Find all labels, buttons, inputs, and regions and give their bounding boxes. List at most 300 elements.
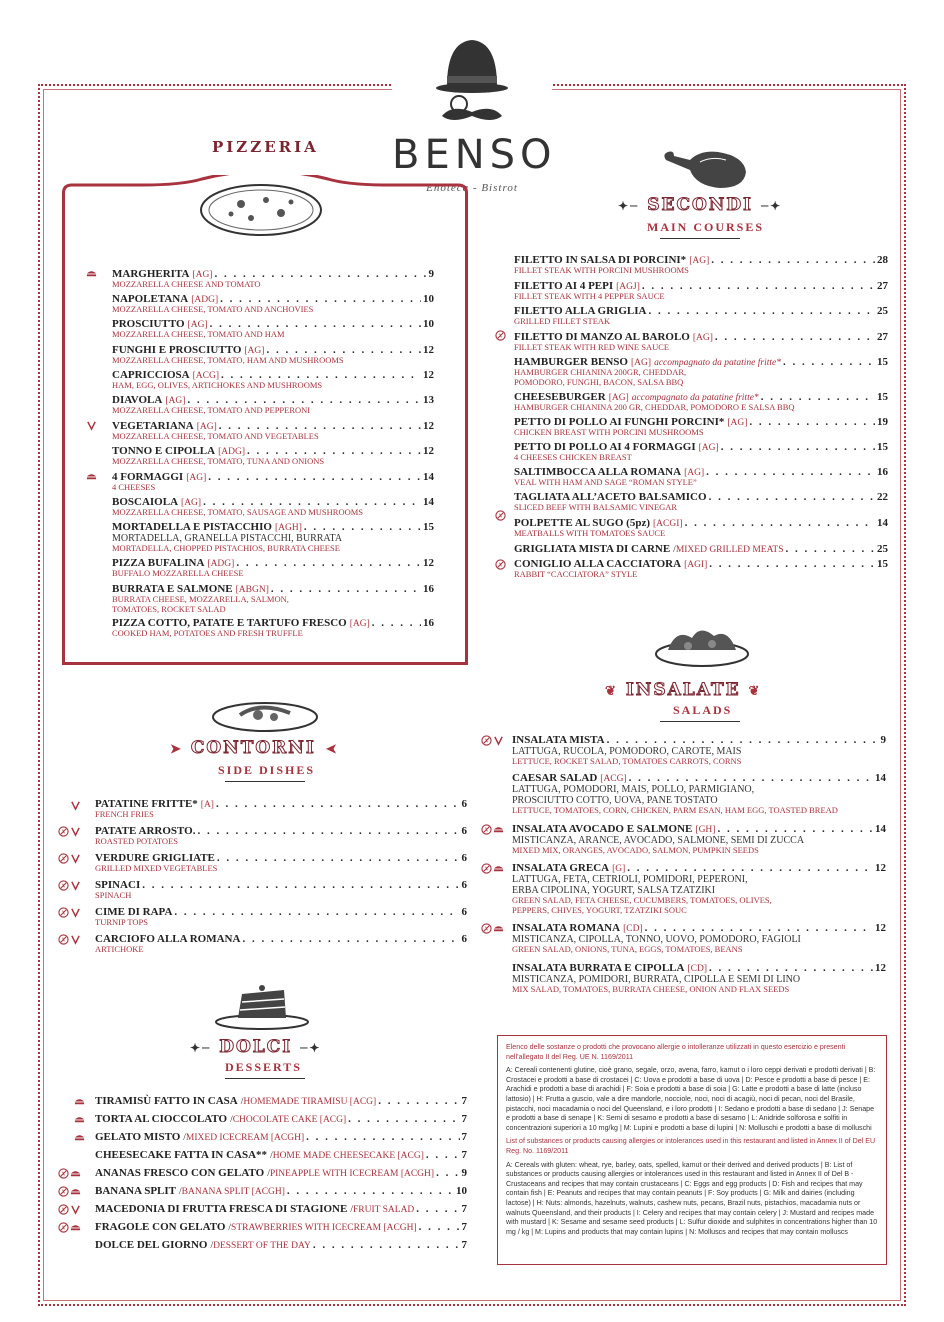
leader-dots bbox=[236, 557, 421, 569]
menu-item-name: INSALATA MISTA bbox=[512, 734, 605, 746]
gluten-free-icon bbox=[58, 853, 69, 864]
menu-item bbox=[514, 280, 888, 302]
menu-item-name: CAESAR SALAD bbox=[512, 772, 598, 784]
leader-dots bbox=[785, 543, 875, 555]
menu-item-price: 15 bbox=[877, 441, 888, 453]
menu-item-name-row bbox=[512, 772, 886, 784]
menu-item-english: CHICKEN BREAST WITH PORCINI MUSHROOMS bbox=[514, 427, 704, 437]
gluten-free-icon bbox=[58, 880, 69, 891]
menu-item-name-row bbox=[95, 879, 467, 891]
menu-item-price: 10 bbox=[423, 318, 434, 330]
allergen-codes: [ADG] bbox=[207, 559, 235, 569]
leader-dots bbox=[217, 852, 460, 864]
menu-item-name: INSALATA BURRATA E CIPOLLA bbox=[512, 962, 685, 974]
menu-item-price: 6 bbox=[461, 852, 467, 864]
allergen-codes: [A] bbox=[200, 800, 214, 810]
menu-item-price: 15 bbox=[877, 356, 888, 368]
gluten-free-icon bbox=[58, 1168, 69, 1179]
allergen-codes: [AGH] bbox=[274, 523, 302, 533]
menu-item bbox=[112, 420, 434, 442]
menu-item-name: MORTADELLA E PISTACCHIO bbox=[112, 521, 272, 533]
menu-item-name: INSALATA ROMANA bbox=[512, 922, 621, 934]
allergen-en-intro: List of substances or products causing allergies or intolerances used in this restaurant and listed in Annex II of Del EU Reg. No. 1169/2011 bbox=[506, 1137, 876, 1155]
menu-item-english: SPINACH bbox=[95, 890, 132, 900]
menu-item bbox=[512, 862, 886, 915]
menu-item bbox=[514, 356, 888, 387]
dolci-underline bbox=[225, 1078, 305, 1079]
menu-item-name-row bbox=[514, 543, 888, 555]
menu-item-price: 12 bbox=[423, 369, 434, 381]
menu-item-name-row bbox=[95, 1221, 467, 1233]
menu-item-name: TIRAMISÙ FATTO IN CASA bbox=[95, 1095, 238, 1107]
menu-item bbox=[112, 369, 434, 391]
vegetarian-icon bbox=[70, 907, 81, 918]
menu-item bbox=[512, 823, 886, 856]
menu-item-english: LETTUCE, ROCKET SALAD, TOMATOES CARROTS, CORNS bbox=[512, 756, 742, 766]
menu-item-english: HAMBURGER CHIANINA 200GR, CHEDDAR, bbox=[514, 367, 687, 377]
menu-item-name: CAPRICCIOSA bbox=[112, 369, 190, 381]
menu-item-english: TURNIP TOPS bbox=[95, 917, 148, 927]
menu-item-english: MIXED MIX, ORANGES, AVOCADO, SALMON, PUMPKIN SEEDS bbox=[512, 845, 759, 855]
menu-item-name: CONIGLIO ALLA CACCIATORA bbox=[514, 558, 682, 570]
leader-dots bbox=[749, 416, 875, 428]
leader-dots bbox=[783, 356, 875, 368]
menu-item-name: FRAGOLE CON GELATO bbox=[95, 1221, 226, 1233]
insalate-title: ❦ INSALATE ❦ bbox=[605, 680, 762, 700]
menu-item-price: 7 bbox=[461, 1095, 467, 1107]
menu-item-name-row bbox=[95, 1239, 467, 1251]
dolci-title: ✦─ DOLCI ─✦ bbox=[190, 1037, 322, 1057]
menu-item-name: HAMBURGER BENSO bbox=[514, 356, 628, 368]
vegetarian-icon bbox=[86, 420, 97, 431]
menu-item-price: 25 bbox=[877, 543, 888, 555]
menu-item-name-row bbox=[512, 962, 886, 974]
menu-item bbox=[514, 331, 888, 353]
menu-item-name: PATATINE FRITTE* bbox=[95, 798, 198, 810]
menu-item-name: BOSCAIOLA bbox=[112, 496, 179, 508]
menu-item bbox=[514, 254, 888, 276]
menu-item-price: 6 bbox=[461, 798, 467, 810]
gluten-free-icon bbox=[481, 824, 492, 835]
menu-item-name: 4 FORMAGGI bbox=[112, 471, 184, 483]
menu-item-name-row bbox=[95, 933, 467, 945]
menu-item-name-row bbox=[512, 922, 886, 934]
menu-item-english: VEAL WITH HAM AND SAGE “ROMAN STYLE” bbox=[514, 477, 697, 487]
menu-item-price: 15 bbox=[877, 558, 888, 570]
leader-dots bbox=[642, 280, 875, 292]
brand-subtitle: Enoteca - Bistrot bbox=[426, 182, 518, 194]
menu-item-italian: LATTUGA, RUCOLA, POMODORO, CAROTE, MAIS bbox=[512, 746, 742, 757]
menu-item bbox=[112, 521, 434, 554]
menu-item-price: 27 bbox=[877, 331, 888, 343]
menu-item-name: BANANA SPLIT bbox=[95, 1185, 176, 1197]
allergen-codes: [AG] bbox=[684, 468, 705, 478]
menu-item-price: 6 bbox=[461, 933, 467, 945]
lactose-icon bbox=[86, 471, 97, 482]
menu-item-slash-wrap: / bbox=[210, 1241, 214, 1251]
menu-item-price: 7 bbox=[461, 1131, 467, 1143]
menu-item-name: TONNO E CIPOLLA bbox=[112, 445, 216, 457]
menu-item-english: ROASTED POTATOES bbox=[95, 836, 178, 846]
menu-item-price: 12 bbox=[423, 344, 434, 356]
lactose-icon bbox=[74, 1132, 85, 1143]
allergen-codes: [AG] bbox=[192, 270, 213, 280]
gluten-free-icon bbox=[58, 907, 69, 918]
menu-item-price: 7 bbox=[461, 1113, 467, 1125]
gluten-free-icon bbox=[495, 330, 506, 341]
allergen-codes: [AG] bbox=[186, 473, 207, 483]
menu-item bbox=[514, 491, 888, 513]
menu-item-price: 7 bbox=[461, 1149, 467, 1161]
leader-dots bbox=[717, 823, 873, 835]
meat-illustration bbox=[660, 148, 750, 190]
allergen-codes: [AG] bbox=[181, 498, 202, 508]
menu-item-name: CHEESEBURGER bbox=[514, 391, 606, 403]
menu-item-slash-wrap: / bbox=[183, 1133, 186, 1143]
menu-item-english: BURRATA CHEESE, MOZZARELLA, SALMON, bbox=[112, 594, 289, 604]
allergen-codes: [AG] bbox=[689, 256, 710, 266]
menu-item-name-row bbox=[95, 1131, 467, 1143]
menu-item bbox=[95, 1185, 467, 1197]
menu-item-name-row bbox=[112, 521, 434, 533]
brand-name: BENSO bbox=[392, 132, 557, 178]
vegetarian-icon bbox=[70, 934, 81, 945]
menu-item-english-inline: MIXED GRILLED MEATS bbox=[675, 545, 784, 555]
dolci-subtitle: DESSERTS bbox=[225, 1060, 302, 1074]
menu-item-english-inline: MIXED ICECREAM [ACGH] bbox=[185, 1133, 305, 1143]
menu-item-italian: MISTICANZA, CIPOLLA, TONNO, UOVO, POMODORO, FAGIOLI bbox=[512, 934, 801, 945]
allergen-codes: [AG] bbox=[349, 619, 370, 629]
allergen-codes: [AG] bbox=[187, 320, 208, 330]
menu-item bbox=[95, 798, 467, 820]
lactose-icon bbox=[70, 1186, 81, 1197]
menu-item-english: LETTUCE, TOMATOES, CORN, CHICKEN, PARM ESAN, HAM EGG, TOASTED BREAD bbox=[512, 805, 838, 815]
menu-item-name-row bbox=[512, 823, 886, 835]
menu-item bbox=[512, 772, 886, 816]
menu-item-english: MOZZARELLA CHEESE, TOMATO AND VEGETABLES bbox=[112, 431, 319, 441]
menu-item bbox=[112, 268, 434, 290]
menu-item-price: 9 bbox=[428, 268, 434, 280]
gluten-free-icon bbox=[481, 735, 492, 746]
menu-item bbox=[514, 558, 888, 580]
menu-item-english-inline: HOMEMADE TIRAMISU [ACG] bbox=[243, 1097, 377, 1107]
secondi-subtitle: MAIN COURSES bbox=[647, 220, 765, 234]
menu-item-name-row bbox=[95, 1095, 467, 1107]
menu-item bbox=[95, 879, 467, 901]
menu-item-english: HAM, EGG, OLIVES, ARTICHOKES AND MUSHROOMS bbox=[112, 380, 323, 390]
menu-item-price: 6 bbox=[461, 879, 467, 891]
menu-item-english: BUFFALO MOZZARELLA CHEESE bbox=[112, 568, 244, 578]
menu-item-english: COOKED HAM, POTATOES AND FRESH TRUFFLE bbox=[112, 628, 303, 638]
menu-item bbox=[95, 852, 467, 874]
leader-dots bbox=[709, 558, 875, 570]
leader-dots bbox=[715, 331, 875, 343]
lactose-icon bbox=[70, 1222, 81, 1233]
menu-item-english: 4 CHEESES CHICKEN BREAST bbox=[514, 452, 632, 462]
menu-item-price: 28 bbox=[877, 254, 888, 266]
menu-item-price: 14 bbox=[877, 517, 888, 529]
menu-item bbox=[514, 517, 888, 539]
menu-item-price: 13 bbox=[423, 394, 434, 406]
menu-item-english: 4 CHEESES bbox=[112, 482, 156, 492]
allergen-codes: [ACGI] bbox=[653, 519, 683, 529]
menu-item-price: 12 bbox=[423, 557, 434, 569]
pizza-illustration bbox=[196, 180, 326, 240]
menu-item-slash-wrap: / bbox=[673, 545, 676, 555]
menu-item-price: 22 bbox=[877, 491, 888, 503]
leader-dots bbox=[436, 1167, 459, 1179]
gluten-free-icon bbox=[495, 510, 506, 521]
leader-dots bbox=[685, 517, 875, 529]
allergen-codes: [GH] bbox=[695, 825, 716, 835]
menu-item-price: 9 bbox=[880, 734, 886, 746]
allergen-codes: [AGI] bbox=[684, 560, 708, 570]
menu-item-slash-wrap: / bbox=[228, 1223, 232, 1233]
menu-item-italian: MISTICANZA, POMIDORI, BURRATA, CIPOLLA E SEMI DI LINO bbox=[512, 974, 801, 985]
menu-item-english: RABBIT “CACCIATORA” STYLE bbox=[514, 569, 638, 579]
menu-item-price: 12 bbox=[875, 962, 886, 974]
vegetarian-icon bbox=[70, 1204, 81, 1215]
lactose-icon bbox=[493, 923, 504, 934]
menu-item-english: FILLET STEAK WITH RED WINE SAUCE bbox=[514, 342, 670, 352]
menu-item-name: DIAVOLA bbox=[112, 394, 163, 406]
menu-item bbox=[112, 471, 434, 493]
allergen-codes: [ABGN] bbox=[235, 585, 269, 595]
menu-item-name: PIZZA BUFALINA bbox=[112, 557, 205, 569]
leader-dots bbox=[242, 933, 459, 945]
menu-item-name: FILETTO ALLA GRIGLIA bbox=[514, 305, 647, 317]
leader-dots bbox=[208, 471, 421, 483]
gluten-free-icon bbox=[58, 1222, 69, 1233]
menu-item bbox=[112, 394, 434, 416]
menu-item-name: CIME DI RAPA bbox=[95, 906, 173, 918]
secondi-underline bbox=[660, 238, 740, 239]
menu-item-english: MOZZARELLA CHEESE, TOMATO AND ANCHOVIES bbox=[112, 304, 314, 314]
allergen-it-body: A: Cereali contenenti glutine, cioè grano, segale, orzo, avena, farro, kamut o i loro ceppi derivati e prodotti derivati | B: Crostacei e prodotti a base di crostacei | C: Uova e prodotti a base di uova | D: Pesce e prodotti a base di pesce | E: Arachidi e prodotti a base di arachidi | F: Soia e prodotti a base di soia | G: Latte e prodotti a base di latte (incluso lattosio) | H: Frutta a guscio, vale a dire mandorle, nocciole, noci, noci di acagiù, noci di pecan, noci del Brasile, pistacchi, noci macadamia o noci del Queensland, e i loro prodotti | I: Sedano e prodotti a base di sedano | J: Senape e prodotti a base di senape | K: Semi di sesamo e prodotti a base di sesamo | L: Anidride solforosa e solfiti in concentrazioni superiori a 10 mg/kg | M: Lupini e prodotti a base di lupini | N: Molluschi e prodotti a base di molluschi bbox=[506, 1066, 876, 1132]
menu-item-name: INSALATA AVOCADO E SALMONE bbox=[512, 823, 693, 835]
leader-dots bbox=[629, 772, 873, 784]
menu-item-price: 14 bbox=[875, 772, 886, 784]
menu-item-name: VEGETARIANA bbox=[112, 420, 194, 432]
menu-item bbox=[112, 617, 434, 639]
menu-item bbox=[112, 445, 434, 467]
leader-dots bbox=[607, 734, 879, 746]
menu-item-name-row bbox=[95, 1167, 467, 1179]
vegetarian-icon bbox=[493, 735, 504, 746]
contorni-title: ➤ CONTORNI ➤ bbox=[170, 738, 337, 758]
vegetarian-icon bbox=[70, 880, 81, 891]
menu-item-slash-wrap: / bbox=[270, 1151, 273, 1161]
menu-item-english: ARTICHOKE bbox=[95, 944, 144, 954]
vegetarian-icon bbox=[70, 800, 81, 811]
menu-item-name: GELATO MISTO bbox=[95, 1131, 181, 1143]
menu-item bbox=[95, 933, 467, 955]
leader-dots bbox=[627, 862, 873, 874]
lactose-icon bbox=[74, 1114, 85, 1125]
lactose-icon bbox=[493, 824, 504, 835]
menu-item-italian-2: ERBA CIPOLINA, YOGURT, SALSA TZATZIKI bbox=[512, 885, 716, 896]
menu-item-english: GREEN SALAD, ONIONS, TUNA, EGGS, TOMATOES, BEANS bbox=[512, 944, 743, 954]
menu-item-price: 10 bbox=[456, 1185, 467, 1197]
allergen-codes: [AGJ] bbox=[616, 282, 640, 292]
menu-item-name: MACEDONIA DI FRUTTA FRESCA DI STAGIONE bbox=[95, 1203, 348, 1215]
menu-item-price: 9 bbox=[461, 1167, 467, 1179]
menu-item-italian: LATTUGA, FETA, CETRIOLI, POMIDORI, PEPERONI, bbox=[512, 874, 748, 885]
menu-item bbox=[95, 1131, 467, 1143]
menu-item-english: GRILLED FILLET STEAK bbox=[514, 316, 611, 326]
insalate-underline bbox=[660, 721, 740, 722]
menu-item-english: MEATBALLS WITH TOMATOES SAUCE bbox=[514, 528, 666, 538]
pizzeria-title: PIZZERIA bbox=[212, 138, 319, 156]
menu-item-name: PATATE ARROSTO. bbox=[95, 825, 196, 837]
menu-item bbox=[514, 416, 888, 438]
menu-item-price: 16 bbox=[877, 466, 888, 478]
menu-item-price: 14 bbox=[875, 823, 886, 835]
menu-item-italian: MORTADELLA, GRANELLA PISTACCHI, BURRATA bbox=[112, 533, 343, 544]
menu-item-price: 7 bbox=[461, 1203, 467, 1215]
menu-item-english: GREEN SALAD, FETA CHEESE, CUCUMBERS, TOMATOES, OLIVES, bbox=[512, 895, 772, 905]
menu-item bbox=[95, 1221, 467, 1233]
gluten-free-icon bbox=[58, 826, 69, 837]
menu-item-name: NAPOLETANA bbox=[112, 293, 189, 305]
leader-dots bbox=[721, 441, 875, 453]
menu-item-english-2: PEPPERS, CHIVES, YOGURT, TZATZIKI SOUC bbox=[512, 904, 687, 915]
menu-item-name: SALTIMBOCCA ALLA ROMANA bbox=[514, 466, 682, 478]
menu-item-note: accompagnato da patatine fritte* bbox=[631, 393, 759, 403]
allergen-codes: [AG] bbox=[608, 393, 629, 403]
allergen-codes: [AG] bbox=[692, 333, 713, 343]
menu-item bbox=[512, 734, 886, 767]
menu-item-slash-wrap: / bbox=[179, 1187, 182, 1197]
menu-item-name-row bbox=[95, 906, 467, 918]
menu-item-english: GRILLED MIXED VEGETABLES bbox=[95, 863, 218, 873]
menu-item-price: 15 bbox=[877, 391, 888, 403]
menu-item-price: 6 bbox=[461, 906, 467, 918]
menu-item bbox=[514, 466, 888, 488]
menu-item-name: FILETTO DI MANZO AL BAROLO bbox=[514, 331, 690, 343]
menu-item-price: 6 bbox=[461, 825, 467, 837]
menu-item bbox=[95, 906, 467, 928]
leader-dots bbox=[706, 466, 875, 478]
menu-item-english-2: TOMATOES, ROCKET SALAD bbox=[112, 603, 226, 614]
menu-item-name: TORTA AL CIOCCOLATO bbox=[95, 1113, 228, 1125]
leader-dots bbox=[378, 1095, 459, 1107]
menu-item-italian: LATTUGA, POMODORI, MAIS, POLLO, PARMIGIANO, bbox=[512, 784, 755, 795]
menu-item-name: PIZZA COTTO, PATATE E TARTUFO FRESCO bbox=[112, 617, 347, 629]
menu-item-name: PROSCIUTTO bbox=[112, 318, 185, 330]
side-dish-illustration bbox=[210, 695, 320, 735]
menu-item bbox=[514, 391, 888, 413]
gluten-free-icon bbox=[58, 934, 69, 945]
bowler-hat-mustache-icon bbox=[392, 20, 552, 132]
menu-item-english-2: POMODORO, FUNGHI, BACON, SALSA BBQ bbox=[514, 376, 684, 387]
menu-item-english: MOZZARELLA CHEESE, TOMATO, SAUSAGE AND MUSHROOMS bbox=[112, 507, 364, 517]
secondi-title: ✦─ SECONDI ─✦ bbox=[618, 195, 783, 215]
allergen-it-intro: Elenco delle sostanze o prodotti che provocano allergie o intolleranze utilizzati in questo esercizio e presenti nell’allegato II del Reg. UE N. 1169/2011 bbox=[506, 1043, 846, 1061]
allergen-codes: [ACG] bbox=[192, 371, 220, 381]
vegetarian-icon bbox=[70, 826, 81, 837]
gluten-free-icon bbox=[481, 923, 492, 934]
menu-item-name: FUNGHI E PROSCIUTTO bbox=[112, 344, 242, 356]
leader-dots bbox=[313, 1239, 460, 1251]
gluten-free-icon bbox=[58, 1186, 69, 1197]
menu-item-price: 14 bbox=[423, 471, 434, 483]
allergen-codes: [G] bbox=[612, 864, 626, 874]
leader-dots bbox=[416, 1203, 459, 1215]
menu-item-name-row bbox=[512, 862, 886, 874]
menu-item-english: FILLET STEAK WITH 4 PEPPER SAUCE bbox=[514, 291, 665, 301]
menu-item-name-row bbox=[95, 1203, 467, 1215]
contorni-underline bbox=[225, 781, 305, 782]
allergen-codes: [AG] bbox=[244, 346, 265, 356]
leader-dots bbox=[711, 254, 875, 266]
menu-item-name: BURRATA E SALMONE bbox=[112, 583, 233, 595]
menu-item-price: 7 bbox=[461, 1221, 467, 1233]
logo bbox=[392, 20, 557, 194]
menu-item-note: accompagnato da patatine fritte* bbox=[654, 358, 781, 368]
menu-item-italian-2: PROSCIUTTO COTTO, UOVA, PANE TOSTATO bbox=[512, 795, 718, 806]
menu-item-name-row bbox=[512, 734, 886, 746]
menu-item-price: 12 bbox=[875, 862, 886, 874]
menu-item-price: 10 bbox=[423, 293, 434, 305]
menu-item-name: FILETTO IN SALSA DI PORCINI* bbox=[514, 254, 687, 266]
menu-item bbox=[112, 583, 434, 614]
menu-item-english-inline: FRUIT SALAD bbox=[352, 1205, 415, 1215]
menu-item-english-inline: STRAWBERRIES WITH ICECREAM [ACGH] bbox=[231, 1223, 417, 1233]
allergen-codes: [ADG] bbox=[191, 295, 219, 305]
menu-item-english: MOZZARELLA CHEESE AND TOMATO bbox=[112, 279, 261, 289]
leader-dots bbox=[197, 825, 459, 837]
menu-item bbox=[512, 962, 886, 995]
leader-dots bbox=[142, 879, 459, 891]
salad-illustration bbox=[652, 620, 752, 668]
allergen-codes: [ACG] bbox=[600, 774, 627, 784]
leader-dots bbox=[645, 922, 873, 934]
menu-item-price: 25 bbox=[877, 305, 888, 317]
menu-item-english: MOZZARELLA CHEESE, TOMATO, HAM AND MUSHROOMS bbox=[112, 355, 344, 365]
menu-item-name-row bbox=[95, 1113, 467, 1125]
allergen-codes: [CD] bbox=[623, 924, 643, 934]
leader-dots bbox=[709, 491, 875, 503]
menu-item bbox=[514, 441, 888, 463]
menu-item-name: PETTO DI POLLO AI 4 FORMAGGI bbox=[514, 441, 696, 453]
vegetarian-icon bbox=[70, 853, 81, 864]
menu-item bbox=[514, 305, 888, 327]
menu-item bbox=[112, 293, 434, 315]
lactose-icon bbox=[493, 863, 504, 874]
allergen-info-box bbox=[497, 1035, 887, 1265]
menu-item-price: 19 bbox=[877, 416, 888, 428]
menu-item-name: INSALATA GRECA bbox=[512, 862, 610, 874]
leader-dots bbox=[304, 521, 421, 533]
menu-item-english: FILLET STEAK WITH PORCINI MUSHROOMS bbox=[514, 265, 689, 275]
allergen-codes: [AG] bbox=[165, 396, 186, 406]
menu-item bbox=[95, 1203, 467, 1215]
allergen-codes: [AG] bbox=[631, 358, 652, 368]
leader-dots bbox=[426, 1149, 460, 1161]
menu-item-price: 12 bbox=[423, 445, 434, 457]
menu-item-price: 27 bbox=[877, 280, 888, 292]
leader-dots bbox=[174, 906, 459, 918]
leader-dots bbox=[287, 1185, 454, 1197]
menu-item-name: PETTO DI POLLO AI FUNGHI PORCINI* bbox=[514, 416, 725, 428]
menu-item bbox=[95, 1113, 467, 1125]
gluten-free-icon bbox=[58, 1204, 69, 1215]
menu-item-slash-wrap: / bbox=[230, 1115, 233, 1125]
menu-item bbox=[95, 825, 467, 847]
menu-item-price: 16 bbox=[423, 583, 434, 595]
gluten-free-icon bbox=[481, 863, 492, 874]
